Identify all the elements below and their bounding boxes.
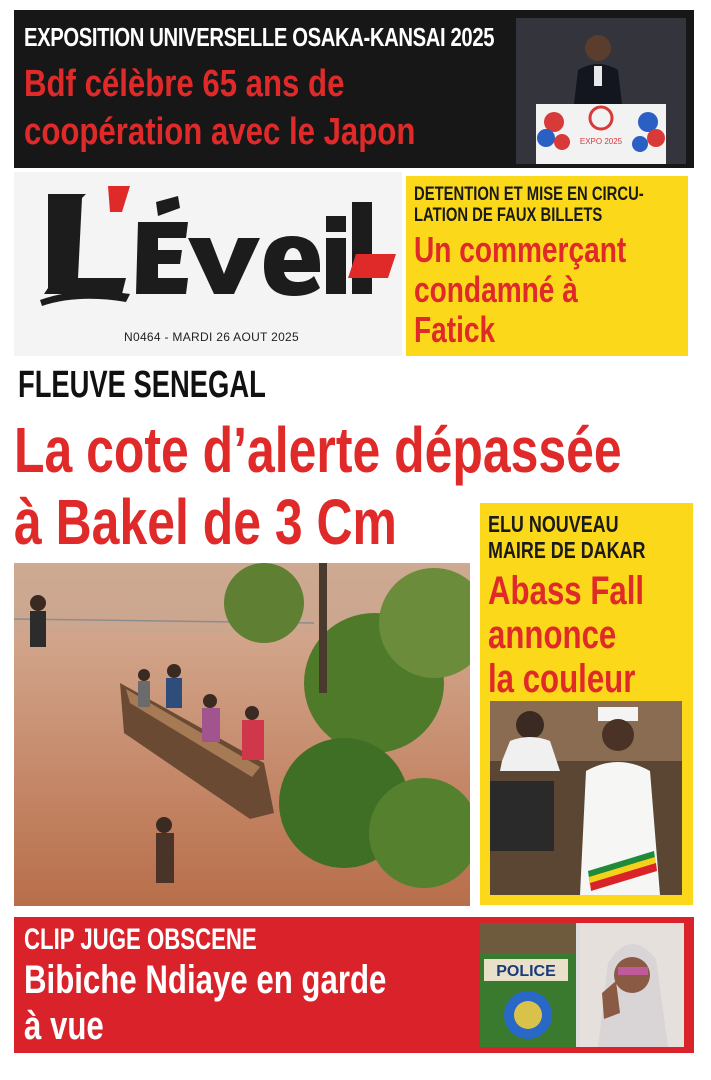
detention-kicker-line2: LATION DE FAUX BILLETS [414, 205, 603, 226]
expo-speaker-illustration [516, 18, 686, 164]
detention-headline-line3: Fatick [414, 309, 496, 350]
issue-number-date: N0464 - MARDI 26 AOUT 2025 [124, 330, 299, 344]
bottom-story-kicker: CLIP JUGE OBSCENE [24, 923, 257, 956]
mayor-story-box[interactable] [480, 503, 693, 905]
mayor-kicker-line2: MAIRE DE DAKAR [488, 537, 646, 563]
mayor-illustration [490, 701, 682, 895]
bottom-story-banner[interactable] [14, 917, 694, 1053]
top-headline-line2: coopération avec le Japon [24, 111, 416, 153]
mayor-photo [490, 701, 682, 895]
detention-headline [414, 230, 626, 350]
top-story-headline [24, 60, 415, 156]
top-story-kicker: EXPOSITION UNIVERSELLE OSAKA-KANSAI 2025 [24, 22, 495, 52]
detention-story-box[interactable] [406, 176, 688, 356]
detention-headline-line2: condamné à [414, 269, 578, 310]
detention-kicker-line1: DETENTION ET MISE EN CIRCU- [414, 184, 644, 205]
eveil-logo [38, 182, 398, 312]
bottom-headline-line1: Bibiche Ndiaye en garde [24, 958, 387, 1002]
flood-photo [14, 563, 470, 906]
detention-kicker [414, 184, 644, 226]
flood-boat-illustration [14, 563, 470, 906]
expo-speaker-photo [516, 18, 686, 164]
mayor-kicker [488, 511, 645, 563]
mayor-headline-line2: annonce [488, 613, 617, 657]
masthead [14, 172, 402, 356]
mayor-headline-line3: la couleur [488, 657, 636, 701]
police-artist-illustration [480, 923, 684, 1047]
police-and-artist-photo [480, 923, 684, 1047]
top-story-banner[interactable] [14, 10, 694, 168]
expo-sign-text: EXPO 2025 [579, 137, 623, 146]
main-headline-line1: La cote d’alerte dépassée [14, 414, 622, 486]
main-story-kicker: FLEUVE SENEGAL [18, 364, 266, 406]
mayor-kicker-line1: ELU NOUVEAU [488, 511, 619, 537]
mayor-headline [488, 569, 644, 701]
mayor-headline-line1: Abass Fall [488, 569, 645, 613]
top-headline-line1: Bdf célèbre 65 ans de [24, 63, 345, 105]
main-headline-line2: à Bakel de 3 Cm [14, 486, 397, 558]
police-sign-text: POLICE [496, 963, 556, 980]
detention-headline-line1: Un commerçant [414, 229, 627, 270]
bottom-story-headline [24, 957, 386, 1049]
bottom-headline-line2: à vue [24, 1004, 104, 1048]
